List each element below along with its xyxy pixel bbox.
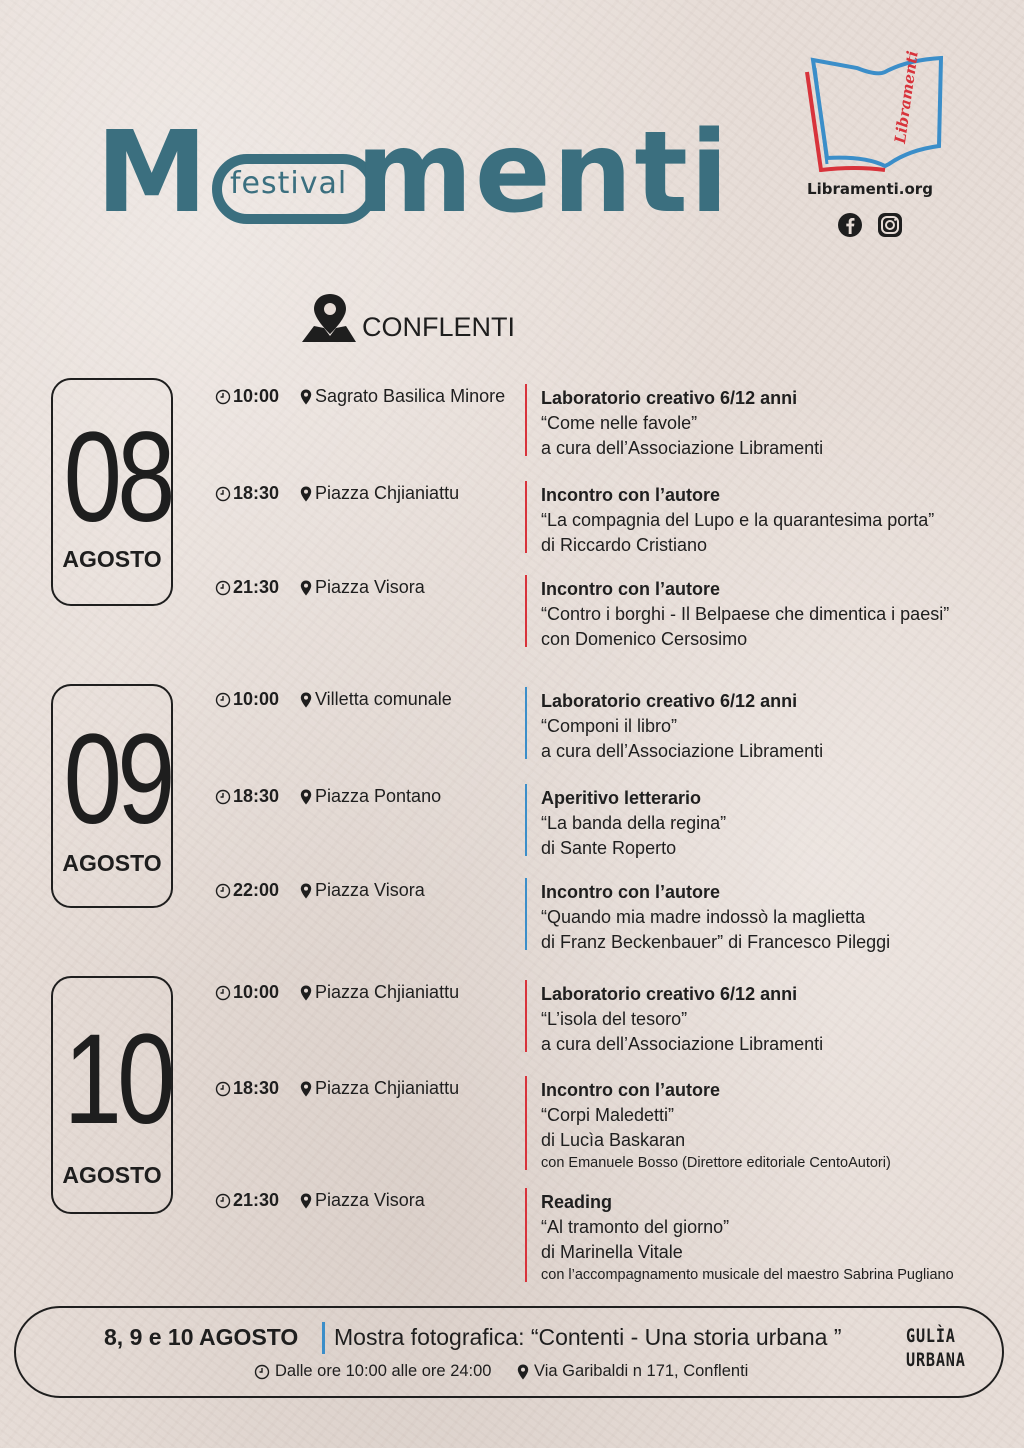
- map-pin-icon: [300, 580, 312, 596]
- event-time-text: 21:30: [233, 1190, 280, 1210]
- day-number: 09: [63, 708, 171, 851]
- event-work: “Al tramonto del giorno”: [541, 1217, 730, 1237]
- event-author: di Marinella Vitale: [541, 1242, 683, 1262]
- event-accent-bar: [525, 384, 527, 456]
- clock-icon: [215, 1081, 231, 1097]
- event-work: “La banda della regina”: [541, 813, 727, 833]
- event-time: [215, 577, 279, 598]
- event-place: [300, 1078, 459, 1099]
- map-pin-icon: [300, 883, 312, 899]
- exhibition-hours-text: Dalle ore 10:00 alle ore 24:00: [275, 1362, 492, 1380]
- event-place: [300, 786, 441, 807]
- event-time: [215, 786, 279, 807]
- day-box-08: [51, 378, 173, 606]
- event-place: [300, 1190, 425, 1211]
- event-time-text: 10:00: [233, 386, 280, 406]
- event-accent-bar: [525, 980, 527, 1052]
- event-title: Laboratorio creativo 6/12 anni: [541, 691, 798, 711]
- event-work: “Componi il libro”: [541, 716, 678, 736]
- event-time-text: 18:30: [233, 483, 280, 503]
- map-pin-icon: [300, 389, 312, 405]
- event-place: [300, 880, 425, 901]
- event-place: [300, 982, 459, 1003]
- event-description: [541, 689, 823, 764]
- map-pin-icon: [300, 1081, 312, 1097]
- event-title: Laboratorio creativo 6/12 anni: [541, 984, 798, 1004]
- clock-icon: [215, 883, 231, 899]
- map-pin-icon: [300, 789, 312, 805]
- map-pin-icon: [517, 1364, 529, 1380]
- event-description: [541, 483, 934, 558]
- clock-icon: [215, 580, 231, 596]
- book-logo-icon: [805, 54, 950, 172]
- event-author: a cura dell’Associazione Libramenti: [541, 438, 824, 458]
- event-description: [541, 786, 726, 861]
- event-place-text: Piazza Pontano: [315, 786, 442, 806]
- event-accent-bar: [525, 784, 527, 856]
- event-time: [215, 386, 279, 407]
- event-title: Incontro con l’autore: [541, 1080, 721, 1100]
- exhibition-title: Mostra fotografica: “Contenti - Una storia urbana ”: [334, 1324, 842, 1350]
- event-work: “Quando mia madre indossò la maglietta: [541, 907, 866, 927]
- event-place-text: Piazza Chjianiattu: [315, 1078, 460, 1098]
- day-number: 08: [63, 406, 171, 549]
- event-work: “L’isola del tesoro”: [541, 1009, 688, 1029]
- event-place-text: Piazza Chjianiattu: [315, 483, 460, 503]
- event-time: [215, 1190, 279, 1211]
- event-accent-bar: [525, 481, 527, 553]
- event-time-text: 21:30: [233, 577, 280, 597]
- libramenti-logo: [805, 49, 950, 172]
- website-link[interactable]: Libramenti.org: [807, 180, 933, 198]
- instagram-icon[interactable]: [877, 212, 903, 238]
- day-box-09: [51, 684, 173, 908]
- event-place: [300, 689, 452, 710]
- logo-wordmark: Libramenti: [891, 49, 922, 145]
- exhibition-dates: 8, 9 e 10 AGOSTO: [104, 1324, 299, 1350]
- clock-icon: [215, 486, 231, 502]
- event-accent-bar: [525, 575, 527, 647]
- event-work: “Come nelle favole”: [541, 413, 698, 433]
- event-author: a cura dell’Associazione Libramenti: [541, 1034, 824, 1054]
- event-place-text: Piazza Visora: [315, 577, 425, 597]
- event-place-text: Piazza Visora: [315, 880, 425, 900]
- event-time: [215, 1078, 279, 1099]
- event-place-text: Piazza Visora: [315, 1190, 425, 1210]
- day-box-10: [51, 976, 173, 1214]
- clock-icon: [215, 1193, 231, 1209]
- exhibition-hours: [254, 1362, 491, 1381]
- event-time-text: 22:00: [233, 880, 280, 900]
- event-time-text: 10:00: [233, 982, 280, 1002]
- day-month: AGOSTO: [62, 546, 162, 572]
- event-author: con Domenico Cersosimo: [541, 629, 748, 649]
- event-title: Incontro con l’autore: [541, 485, 721, 505]
- event-work: “Corpi Maledetti”: [541, 1105, 675, 1125]
- clock-icon: [215, 692, 231, 708]
- map-pin-icon: [300, 292, 358, 344]
- event-accent-bar: [525, 1188, 527, 1282]
- event-title: Incontro con l’autore: [541, 579, 721, 599]
- event-time: [215, 483, 279, 504]
- event-note: con Emanuele Bosso (Direttore editoriale CentoAutori): [541, 1155, 891, 1171]
- event-description: [541, 386, 823, 461]
- event-place: [300, 483, 459, 504]
- event-author: di Riccardo Cristiano: [541, 535, 708, 555]
- title-festival-word: festival: [230, 166, 348, 201]
- day-month: AGOSTO: [62, 850, 162, 876]
- event-place-text: Villetta comunale: [315, 689, 452, 709]
- event-title: Laboratorio creativo 6/12 anni: [541, 388, 798, 408]
- event-description: [541, 880, 890, 955]
- exhibition-address: [517, 1362, 748, 1381]
- event-place-text: Piazza Chjianiattu: [315, 982, 460, 1002]
- event-accent-bar: [525, 687, 527, 759]
- event-time: [215, 689, 279, 710]
- map-pin-icon: [300, 1193, 312, 1209]
- location-name: CONFLENTI: [362, 312, 516, 342]
- title-word-menti: menti: [356, 108, 731, 238]
- sponsor-line-2: URBANA: [906, 1349, 966, 1371]
- sponsor-line-1: GULÌA: [906, 1325, 956, 1347]
- event-title: Reading: [541, 1192, 613, 1212]
- event-place: [300, 386, 505, 407]
- title-letter-m: M: [96, 108, 209, 238]
- event-description: [541, 982, 823, 1057]
- map-pin-icon: [300, 985, 312, 1001]
- day-number: 10: [63, 1008, 171, 1151]
- event-title: Incontro con l’autore: [541, 882, 721, 902]
- clock-icon: [254, 1364, 270, 1380]
- event-accent-bar: [525, 878, 527, 950]
- event-work: “Contro i borghi - Il Belpaese che dimentica i paesi”: [541, 604, 950, 624]
- event-description: [541, 1078, 891, 1173]
- event-author: di Franz Beckenbauer” di Francesco Pileggi: [541, 932, 891, 952]
- sponsor-logo: [906, 1324, 970, 1380]
- event-place-text: Sagrato Basilica Minore: [315, 386, 506, 406]
- event-author: a cura dell’Associazione Libramenti: [541, 741, 824, 761]
- event-work: “La compagnia del Lupo e la quarantesima porta”: [541, 510, 935, 530]
- event-place: [300, 577, 425, 598]
- event-time-text: 10:00: [233, 689, 280, 709]
- event-author: di Lucìa Baskaran: [541, 1130, 686, 1150]
- event-description: [541, 577, 949, 652]
- day-month: AGOSTO: [62, 1162, 162, 1188]
- event-time: [215, 982, 279, 1003]
- exhibition-divider: [322, 1322, 325, 1354]
- event-time: [215, 880, 279, 901]
- facebook-icon[interactable]: [837, 212, 863, 238]
- event-time-text: 18:30: [233, 786, 280, 806]
- clock-icon: [215, 789, 231, 805]
- clock-icon: [215, 985, 231, 1001]
- event-note: con l’accompagnamento musicale del maestro Sabrina Pugliano: [541, 1267, 954, 1283]
- exhibition-banner: [14, 1306, 1004, 1398]
- event-accent-bar: [525, 1076, 527, 1170]
- map-pin-icon: [300, 692, 312, 708]
- exhibition-address-text: Via Garibaldi n 171, Conflenti: [534, 1362, 749, 1380]
- clock-icon: [215, 389, 231, 405]
- event-title: Aperitivo letterario: [541, 788, 702, 808]
- map-pin-icon: [300, 486, 312, 502]
- event-description: [541, 1190, 954, 1285]
- event-time-text: 18:30: [233, 1078, 280, 1098]
- event-author: di Sante Roperto: [541, 838, 677, 858]
